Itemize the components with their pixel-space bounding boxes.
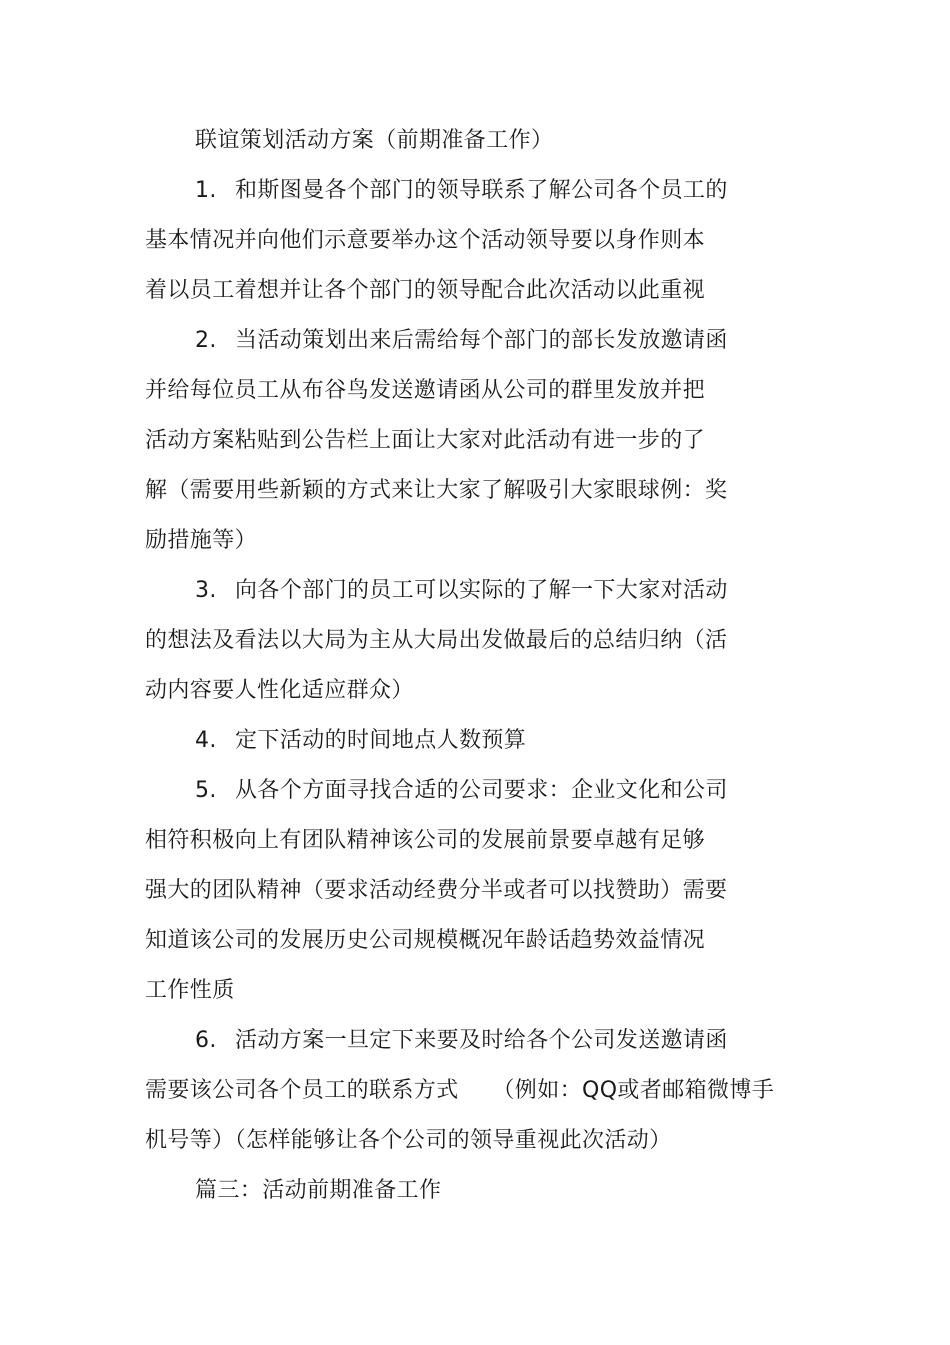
list-item-2-first-line <box>195 326 728 356</box>
paragraph-line: 励措施等） <box>145 528 258 553</box>
paragraph-line: 的想法及看法以大局为主从大局出发做最后的总结归纳（活 <box>145 628 728 653</box>
paragraph-line: 需要该公司各个员工的联系方式 （例如：QQ或者邮箱微博手 <box>145 1078 775 1103</box>
list-item-text: 活动方案一旦定下来要及时给各个公司发送邀请函 <box>235 1028 728 1053</box>
list-item-text: 当活动策划出来后需给每个部门的部长发放邀请函 <box>235 328 728 353</box>
list-item-1-first-line <box>195 176 728 206</box>
list-item-number: 4. <box>195 728 217 753</box>
list-item-number: 5. <box>195 778 217 803</box>
paragraph-line: 工作性质 <box>145 978 235 1003</box>
list-item-5-first-line <box>195 776 728 806</box>
list-item-text: 向各个部门的员工可以实际的了解一下大家对活动 <box>235 578 728 603</box>
list-item-6-first-line <box>195 1026 728 1056</box>
paragraph-line: 动内容要人性化适应群众） <box>145 678 414 703</box>
list-item-number: 2. <box>195 328 217 353</box>
document-title: 联谊策划活动方案（前期准备工作） <box>195 128 554 153</box>
list-item-number: 3. <box>195 578 217 603</box>
paragraph-line: 相符积极向上有团队精神该公司的发展前景要卓越有足够 <box>145 828 706 853</box>
list-item-text: 和斯图曼各个部门的领导联系了解公司各个员工的 <box>235 178 728 203</box>
list-item-4-first-line <box>195 726 526 756</box>
section-heading: 篇三：活动前期准备工作 <box>195 1178 442 1203</box>
list-item-3-first-line <box>195 576 728 606</box>
paragraph-line: 着以员工着想并让各个部门的领导配合此次活动以此重视 <box>145 278 706 303</box>
paragraph-line: 机号等）（怎样能够让各个公司的领导重视此次活动） <box>145 1128 672 1153</box>
paragraph-line: 解（需要用些新颖的方式来让大家了解吸引大家眼球例：奖 <box>145 478 728 503</box>
paragraph-line: 活动方案粘贴到公告栏上面让大家对此活动有进一步的了 <box>145 428 706 453</box>
list-item-number: 6. <box>195 1028 217 1053</box>
paragraph-line: 强大的团队精神（要求活动经费分半或者可以找赞助）需要 <box>145 878 728 903</box>
paragraph-line: 基本情况并向他们示意要举办这个活动领导要以身作则本 <box>145 228 706 253</box>
paragraph-line: 并给每位员工从布谷鸟发送邀请函从公司的群里发放并把 <box>145 378 706 403</box>
paragraph-line: 知道该公司的发展历史公司规模概况年龄话趋势效益情况 <box>145 928 706 953</box>
list-item-text: 定下活动的时间地点人数预算 <box>235 728 527 753</box>
list-item-text: 从各个方面寻找合适的公司要求：企业文化和公司 <box>235 778 728 803</box>
list-item-number: 1. <box>195 178 217 203</box>
